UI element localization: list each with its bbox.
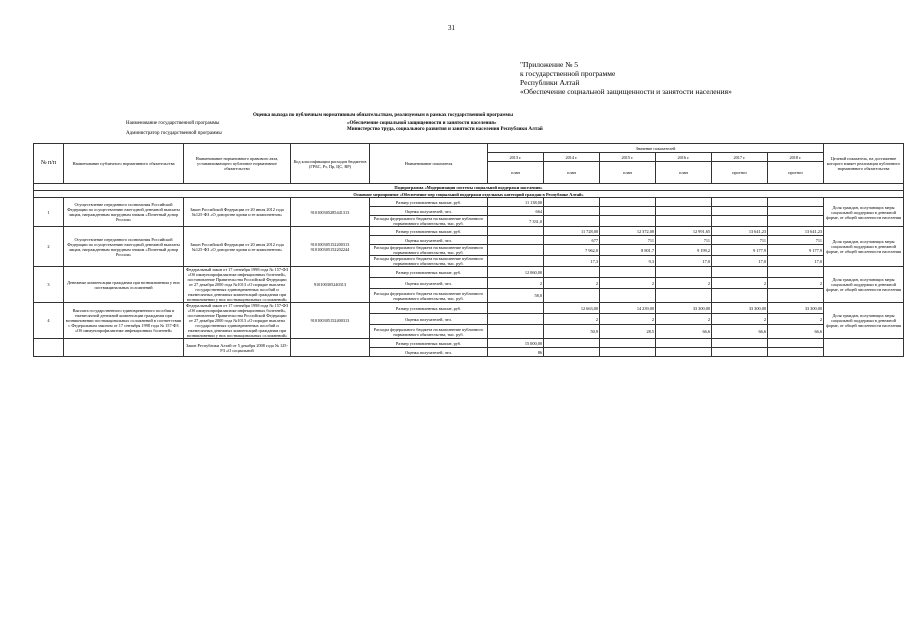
row-number: 3 [34,267,64,303]
indicator-value [600,216,656,227]
indicator-value [600,289,656,303]
header-year-1: 2013 г. [488,153,544,162]
indicator-value [768,198,824,207]
indicator-value [600,339,656,348]
indicator-value [544,216,600,227]
indicator-value [712,207,768,216]
indicator-value [656,216,712,227]
indicator-value: 2 [712,314,768,325]
indicator-value [656,339,712,348]
row-number [34,339,64,357]
indicator-value [656,289,712,303]
main-event-row [34,191,904,198]
indicator-value: 2 [600,314,656,325]
indicator-value: 9 177,9 [712,245,768,256]
header-act: Наименование нормативного правового акта, устанавливающего публичное нормативное обязательство [184,144,291,184]
indicator-value: 9,3 [600,256,656,267]
indicator-value: 17,0 [656,256,712,267]
obligation-name: Денежные компенсации гражданам при возникновении у них поствакцинальных осложнений [64,267,184,303]
table-body [34,144,904,357]
indicator-value: 711 [712,236,768,245]
legal-act: Закон Республики Алтай от 5 декабря 2008 года № 125-РЗ «О социальной [184,339,291,357]
indicator-value [488,245,544,256]
indicator-value [488,227,544,236]
indicator-value: 7 962,0 [544,245,600,256]
indicator-value [768,289,824,303]
indicator-value [600,198,656,207]
indicator-value: 8 801,7 [600,245,656,256]
indicator-name: Размер установленных выплат, руб. [370,303,488,314]
indicator-value [712,339,768,348]
admin-label: Администратор государственной программы [126,131,222,136]
indicator-value: 2 [600,278,656,289]
obligations-table [33,143,904,357]
indicator-name: Оценка получателей, чел. [370,278,488,289]
table-row [34,267,904,278]
indicator-value: 17,3 [544,256,600,267]
legal-act: Закон Российской Федерации от 20 июля 2012 года №125-ФЗ «О донорстве крови и ее компонентов» [184,227,291,267]
indicator-value [488,325,544,339]
indicator-value: 14 239,00 [600,303,656,314]
classification-code: 910100305285441313 [291,198,370,227]
table-row [34,339,904,348]
indicator-value [488,303,544,314]
header-status-1: план [488,162,544,184]
legal-act: Федеральный закон от 17 сентября 1998 года № 157-ФЗ «Об иммунопрофилактике инфекционных болезней», постановление Правительства Российской Федерации от 27 декабря 2000 года №1013 «О порядке выплаты государственных единовременных пособий и ежемесячных денежных компенсаций гражданам при возникновении у них поствакцинальных осложнений» [184,267,291,303]
target-indicator: Доля граждан, получающих меры социальной поддержки в денежной форме, от общей численности населения [824,227,904,267]
indicator-value [544,339,600,348]
indicator-value [712,267,768,278]
target-indicator [824,339,904,357]
row-number: 2 [34,227,64,267]
header-status-3: план [600,162,656,184]
appendix-line-3: Республики Алтай [520,78,580,87]
header-year-6: 2018 г. [768,153,824,162]
indicator-value: 86 [488,348,544,357]
indicator-name: Размер установленных выплат, руб. [370,267,488,278]
header-year-2: 2014 г. [544,153,600,162]
indicator-value [656,267,712,278]
table-row [34,303,904,314]
indicator-value: 11 728,00 [544,227,600,236]
row-number: 1 [34,198,64,227]
header-year-3: 2015 г. [600,153,656,162]
indicator-name: Расходы федерального бюджета на выполнение публичного нормативного обязательства, тыс. руб. [370,289,488,303]
obligation-name: Выплата государственного единовременного пособия и ежемесячной денежной компенсации гражданам при возникновении поствакцинальных осложнений в соответствии с Федеральным законом от 17 сентября 1998 года № 157-ФЗ «Об иммунопрофилактике инфекционных болезней» [64,303,184,339]
indicator-value [656,348,712,357]
obligation-name [64,339,184,357]
indicator-value: 15 000,00 [488,339,544,348]
indicator-value: 17,0 [768,256,824,267]
indicator-name: Размер установленных выплат, руб. [370,227,488,236]
indicator-value [600,348,656,357]
indicator-value [488,314,544,325]
header-year-5: 2017 г. [712,153,768,162]
classification-code: 910100305152200313 910100305152202244 [291,227,370,267]
indicator-value: 2 [768,278,824,289]
target-indicator: Доля граждан, получающих меры социальной поддержки в денежной форме, от общей численности населения [824,198,904,227]
indicator-name: Расходы федерального бюджета на выполнение публичного нормативного обязательства, тыс. руб. [370,325,488,339]
header-num: № п/п [34,144,64,184]
table-row [34,198,904,207]
header-status-5: прогноз [712,162,768,184]
indicator-name: Расходы федерального бюджета на выполнение публичного нормативного обязательства, тыс. руб. [370,245,488,256]
indicator-value: 2 [488,278,544,289]
table-row [34,227,904,236]
indicator-value: 12 372,00 [600,227,656,236]
indicator-value: 2 [544,278,600,289]
indicator-name: Оценка получателей, чел. [370,314,488,325]
indicator-value: 677 [544,236,600,245]
obligation-name: Осуществление переданного полномочия Российской Федерации по осуществлению ежегодной денежной выплаты лицам, награжденным нагрудным знаком «Почетный донор России» [64,198,184,227]
indicator-value [712,198,768,207]
target-indicator: Доля граждан, получающих меры социальной поддержки в денежной форме, от общей численности населения [824,303,904,339]
program-label: Наименование государственной программы [126,121,220,126]
header-values: Значение показателей [488,144,824,153]
indicator-value [544,348,600,357]
appendix-line-2: к государственной программе [520,69,616,78]
indicator-value: 66,6 [656,325,712,339]
indicator-value: 9 177,9 [768,245,824,256]
indicator-value: 2 [656,314,712,325]
header-status-6: прогноз [768,162,824,184]
indicator-value [712,348,768,357]
indicator-value [600,267,656,278]
indicator-name: Размер установленных выплат, руб. [370,198,488,207]
indicator-value: 12 991,65 [656,227,712,236]
indicator-value [768,207,824,216]
indicator-value: 7 331,0 [488,216,544,227]
header-obligation: Наименование публичного нормативного обязательства [64,144,184,184]
header-code: Код классификации расходов бюджетов (ГРБС, Рз, Пр, ЦС, ВР) [291,144,370,184]
admin-value: Министерство труда, социального развития и занятости населения Республики Алтай [347,127,543,132]
indicator-value: 33 300,00 [768,303,824,314]
indicator-value [712,289,768,303]
classification-code: 910100305240313 [291,267,370,303]
indicator-name: Размер установленных выплат, руб. [370,339,488,348]
header-year-4: 2016 г. [656,153,712,162]
indicator-value: 33 300,00 [656,303,712,314]
appendix-line-4: «Обеспечение социальной защищенности и занятости населения» [520,87,732,96]
target-indicator: Доля граждан, получающих меры социальной поддержки в денежной форме, от общей численности населения [824,267,904,303]
indicator-value [488,256,544,267]
indicator-value [544,207,600,216]
indicator-value: 12 663,00 [544,303,600,314]
indicator-value [600,207,656,216]
indicator-value [656,198,712,207]
indicator-value: 50,9 [544,325,600,339]
indicator-name: Оценка получателей, чел. [370,348,488,357]
header-status-4: план [656,162,712,184]
indicator-value [768,339,824,348]
indicator-value: 66,6 [712,325,768,339]
indicator-value: 28,5 [600,325,656,339]
header-row-1 [34,144,904,153]
indicator-value: 13 641,23 [768,227,824,236]
indicator-value: 9 199,2 [656,245,712,256]
indicator-name: Расходы федерального бюджета на выполнение публичного нормативного обязательства, тыс. руб. [370,256,488,267]
indicator-value [544,198,600,207]
indicator-value: 33 300,00 [712,303,768,314]
classification-code: 910100305152400313 [291,303,370,339]
program-value: «Обеспечение социальной защищенности и занятости населения» [347,121,497,126]
indicator-value: 711 [600,236,656,245]
indicator-value [544,267,600,278]
header-status-2: план [544,162,600,184]
indicator-value: 66,6 [768,325,824,339]
header-target: Целевой показатель, на достижение которого влияет реализация публичного нормативного обязательства [824,144,904,184]
indicator-value: 2 [712,278,768,289]
indicator-value: 664 [488,207,544,216]
appendix-line-1: "Приложение № 5 [520,60,578,69]
classification-code [291,339,370,357]
subprogram-row [34,184,904,191]
indicator-name: Оценка получателей, чел. [370,207,488,216]
page-number: 31 [448,24,455,32]
indicator-value: 711 [768,236,824,245]
indicator-value [488,236,544,245]
indicator-value: 58,0 [488,289,544,303]
subprogram-title: Подпрограмма «Модернизация системы социальной поддержки населения» [34,184,904,191]
indicator-value [656,207,712,216]
indicator-value: 13 641,23 [712,227,768,236]
legal-act: Закон Российской Федерации от 20 июля 2012 года №125-ФЗ «О донорстве крови и ее компонентов» [184,198,291,227]
indicator-name: Расходы федерального бюджета на выполнение публичного нормативного обязательства, тыс. руб. [370,216,488,227]
obligation-name: Осуществление переданного полномочия Российской Федерации по осуществлению ежегодной денежной выплаты лицам, награжденным нагрудным знаком «Почетный донор России» [64,227,184,267]
indicator-value: 2 [544,314,600,325]
indicator-value: 12 060,00 [488,267,544,278]
indicator-value: 11 138,00 [488,198,544,207]
indicator-value: 2 [656,278,712,289]
document-title: Оценка выхода по публичным нормативным обязательствам, реализуемым в рамках государственной программы [253,113,513,118]
indicator-value [768,267,824,278]
indicator-value: 17,0 [712,256,768,267]
indicator-value [768,348,824,357]
legal-act: Федеральный закон от 17 сентября 1998 года № 157-ФЗ «Об иммунопрофилактике инфекционных болезней», постановление Правительства Российской Федерации от 27 декабря 2000 года №1013 «О порядке выплаты государственных единовременных пособий и ежемесячных денежных компенсаций гражданам при возникновении у них поствакцинальных осложнений» [184,303,291,339]
indicator-value [768,216,824,227]
row-number: 4 [34,303,64,339]
indicator-value: 711 [656,236,712,245]
indicator-value [712,216,768,227]
main-event-title: Основное мероприятие «Обеспечение мер социальной поддержки отдельных категорий граждан в Республике Алтай» [34,191,904,198]
header-indicator: Наименование показателя [370,144,488,184]
indicator-name: Оценка получателей, чел. [370,236,488,245]
indicator-value [544,289,600,303]
indicator-value: 2 [768,314,824,325]
